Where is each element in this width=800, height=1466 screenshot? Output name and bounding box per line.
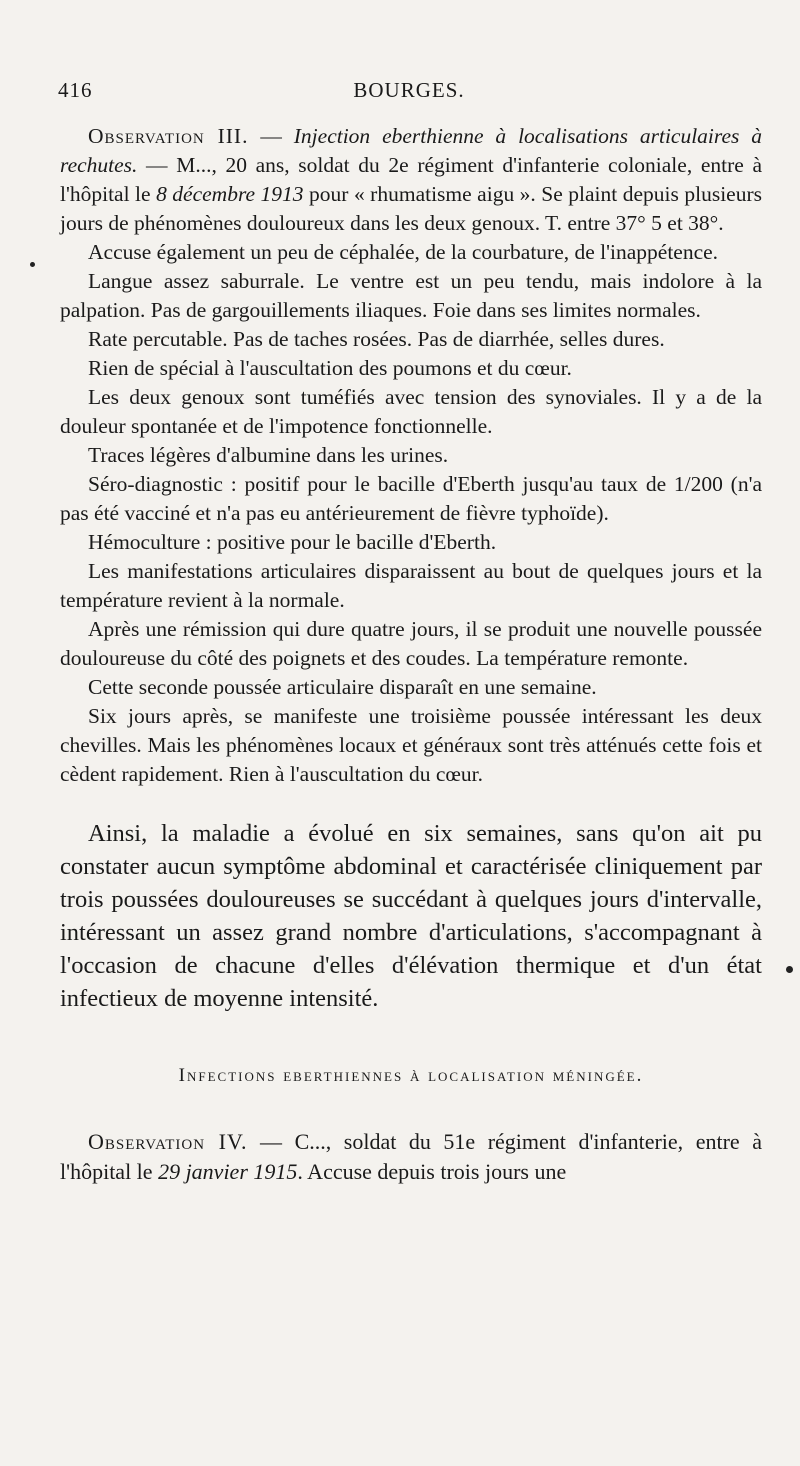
section-heading: Infections eberthiennes à localisation méningée. — [178, 1065, 644, 1086]
paragraph: Accuse également un peu de céphalée, de la courbature, de l'inappétence. — [88, 240, 719, 264]
paragraph: Langue assez saburrale. Le ventre est un peu tendu, mais indolore à la palpation. Pas de gargouillements iliaques. Foie dans ses limites normales. — [60, 269, 762, 322]
observation-4-text: — C..., soldat du 51e régiment d'infanterie, entre à l'hôpital le — [60, 1129, 762, 1184]
observation-3-title: Injection eberthienne à localisations articulaires à rechutes. — [60, 124, 763, 177]
paragraph: Après une rémission qui dure quatre jours, il se produit une nouvelle poussée douloureuse du côté des poignets et des coudes. La température remonte. — [60, 617, 762, 670]
paragraph: Les manifestations articulaires disparaissent au bout de quelques jours et la température revient à la normale. — [60, 559, 762, 612]
ink-speck — [30, 262, 35, 267]
observation-3-text: — M..., 20 ans, soldat du 2e régiment d'infanterie coloniale, entre à l'hôpital le — [60, 153, 762, 206]
paragraph: Traces légères d'albumine dans les urines. — [88, 443, 449, 467]
paragraph: Rien de spécial à l'auscultation des poumons et du cœur. — [88, 356, 572, 380]
observation-3-date: 8 décembre 1913 — [156, 182, 304, 206]
observation-3-dash: — — [248, 124, 294, 148]
observation-4-intro — [60, 1127, 762, 1187]
observation-4-text-continued: . Accuse depuis trois jours une — [297, 1159, 567, 1184]
observation-4-label: Observation IV. — [88, 1129, 248, 1154]
paragraph: Les deux genoux sont tuméfiés avec tension des synoviales. Il y a de la douleur spontanée et de l'impotence fonctionnelle. — [60, 385, 762, 438]
page-header — [58, 78, 760, 112]
paragraph: Hémoculture : positive pour le bacille d'Eberth. — [88, 530, 497, 554]
summary-paragraph: Ainsi, la maladie a évolué en six semaines, sans qu'on ait pu constater aucun symptôme abdominal et caractérisée cliniquement par trois poussées douloureuses se succédant à quelques jours d'intervalle, intéressant un assez grand nombre d'articulations, s'accompagnant à l'occasion de chacune d'elles d'élévation thermique et d'un état infectieux de moyenne intensité. — [60, 820, 762, 1012]
paragraph: Séro-diagnostic : positif pour le bacille d'Eberth jusqu'au taux de 1/200 (n'a pas été vacciné et n'a pas eu antérieurement de fièvre typhoïde). — [60, 472, 762, 525]
observation-3-intro — [60, 122, 762, 238]
page-number: 416 — [58, 78, 93, 102]
paragraph: Rate percutable. Pas de taches rosées. Pas de diarrhée, selles dures. — [88, 327, 665, 351]
observation-3-label: Observation III. — [88, 124, 249, 148]
observation-4-date: 29 janvier 1915 — [158, 1159, 298, 1184]
ink-speck — [786, 966, 793, 973]
running-head: BOURGES. — [353, 78, 465, 102]
paragraph: Six jours après, se manifeste une troisième poussée intéressant les deux chevilles. Mais les phénomènes locaux et généraux sont très atténués cette fois et cèdent rapidement. Rien à l'auscultation du cœur. — [60, 704, 762, 786]
observation-3-text-continued: pour « rhumatisme aigu ». Se plaint depuis plusieurs jours de phénomènes douloureux dans les deux genoux. T. entre 37° 5 et 38°. — [60, 182, 762, 235]
paragraph: Cette seconde poussée articulaire disparaît en une semaine. — [88, 675, 597, 699]
page-body — [60, 122, 762, 1209]
